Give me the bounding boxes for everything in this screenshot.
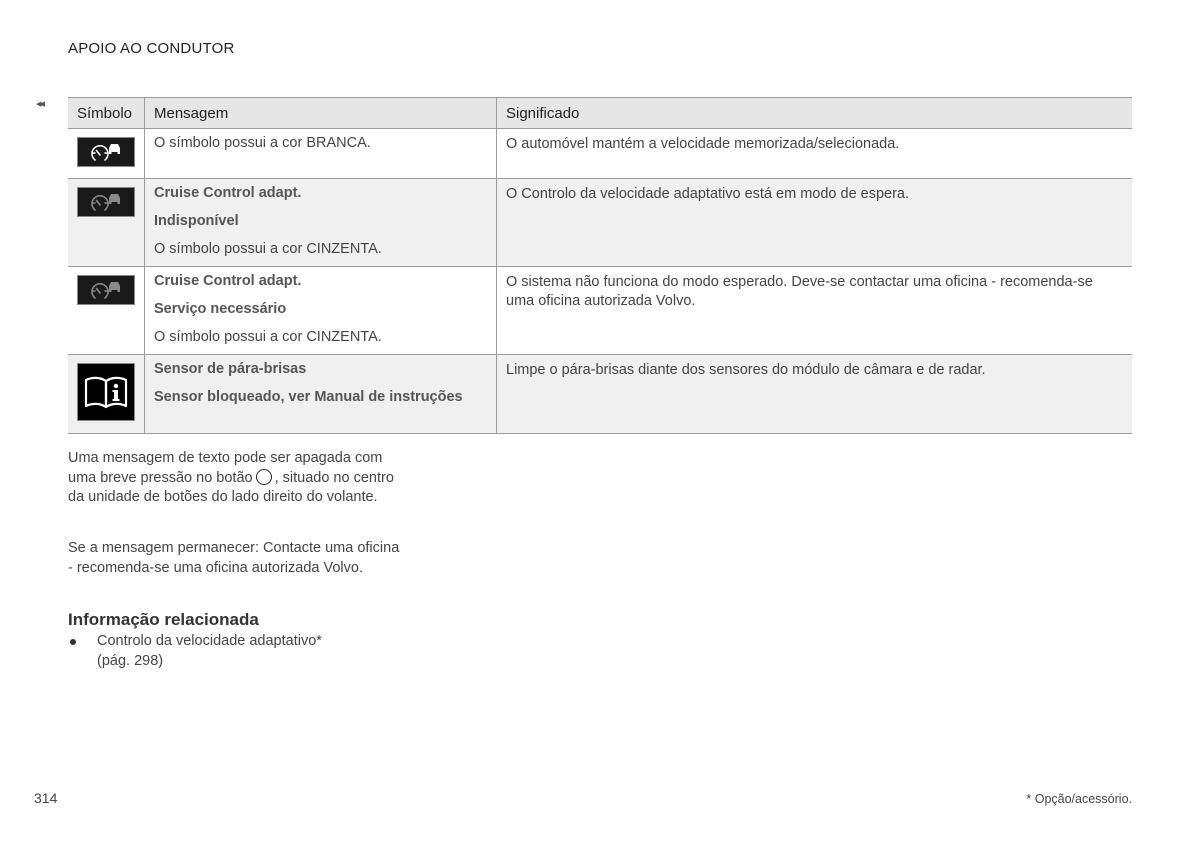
- message-color-note: O símbolo possui a cor CINZENTA.: [154, 241, 382, 257]
- message-cell: [145, 267, 497, 355]
- message-color-note: O símbolo possui a cor CINZENTA.: [154, 329, 382, 345]
- meaning-cell: [497, 179, 1133, 267]
- meaning-cell: [497, 355, 1133, 434]
- related-link-label: Controlo da velocidade adaptativo*: [97, 633, 322, 649]
- clear-message-text-cont: , situado no centro da unidade de botões do lado direito do volante.: [68, 469, 394, 505]
- table-header-row: [68, 98, 1132, 129]
- section-title: APOIO AO CONDUTOR: [68, 40, 235, 57]
- clear-message-paragraph: [68, 449, 403, 508]
- symbol-cell: [68, 355, 145, 434]
- footnote: * Opção/acessório.: [1026, 792, 1132, 806]
- related-link-page: (pág. 298): [97, 652, 164, 669]
- symbol-cell: [68, 267, 145, 355]
- table-row: [68, 355, 1132, 434]
- clear-message-text: Uma mensagem de texto pode ser apagada com uma breve pressão no botão: [68, 450, 383, 486]
- symbol-cell: [68, 129, 145, 179]
- message-subtitle: Indisponível: [154, 213, 239, 229]
- message-title: Sensor de pára-brisas: [154, 361, 307, 377]
- column-header-meaning: Significado: [497, 98, 1133, 129]
- meaning-text: O automóvel mantém a velocidade memorizada/selecionada.: [506, 136, 900, 152]
- related-info-heading: Informação relacionada: [68, 610, 259, 629]
- message-subtitle: Sensor bloqueado, ver Manual de instruções: [154, 389, 463, 405]
- adaptive-cruise-grey-icon: [77, 187, 135, 217]
- meaning-cell: [497, 267, 1133, 355]
- message-title: Cruise Control adapt.: [154, 273, 302, 289]
- continued-from-previous-page-icon: ◂◂: [36, 98, 44, 110]
- message-subtitle: Serviço necessário: [154, 301, 287, 317]
- related-info-list: [68, 632, 347, 671]
- meaning-text: O Controlo da velocidade adaptativo está em modo de espera.: [506, 186, 910, 202]
- column-header-symbol: Símbolo: [68, 98, 145, 129]
- adaptive-cruise-white-icon: [77, 137, 135, 167]
- meaning-cell: [497, 129, 1133, 179]
- list-item[interactable]: [68, 632, 347, 671]
- message-color-white: O símbolo possui a cor BRANCA.: [154, 135, 371, 151]
- column-header-message: Mensagem: [145, 98, 497, 129]
- message-cell: [145, 129, 497, 179]
- symbol-cell: [68, 179, 145, 267]
- owners-manual-info-icon: [77, 363, 135, 421]
- table-row: [68, 267, 1132, 355]
- message-table: [68, 97, 1132, 434]
- related-link-adaptive-cruise[interactable]: [97, 632, 347, 671]
- persisting-message-paragraph: Se a mensagem permanecer: Contacte uma oficina - recomenda-se uma oficina autorizada Volvo.: [68, 540, 400, 576]
- meaning-text: O sistema não funciona do modo esperado. Deve-se contactar uma oficina - recomenda-se uma oficina autorizada Volvo.: [506, 274, 1093, 309]
- table-row: [68, 179, 1132, 267]
- table-row: [68, 129, 1132, 179]
- message-cell: [145, 179, 497, 267]
- meaning-text: Limpe o pára-brisas diante dos sensores do módulo de câmara e de radar.: [506, 362, 986, 378]
- page-number: 314: [34, 790, 58, 806]
- message-title: Cruise Control adapt.: [154, 185, 302, 201]
- message-cell: [145, 355, 497, 434]
- circle-button-icon: [256, 469, 272, 485]
- adaptive-cruise-grey-icon: [77, 275, 135, 305]
